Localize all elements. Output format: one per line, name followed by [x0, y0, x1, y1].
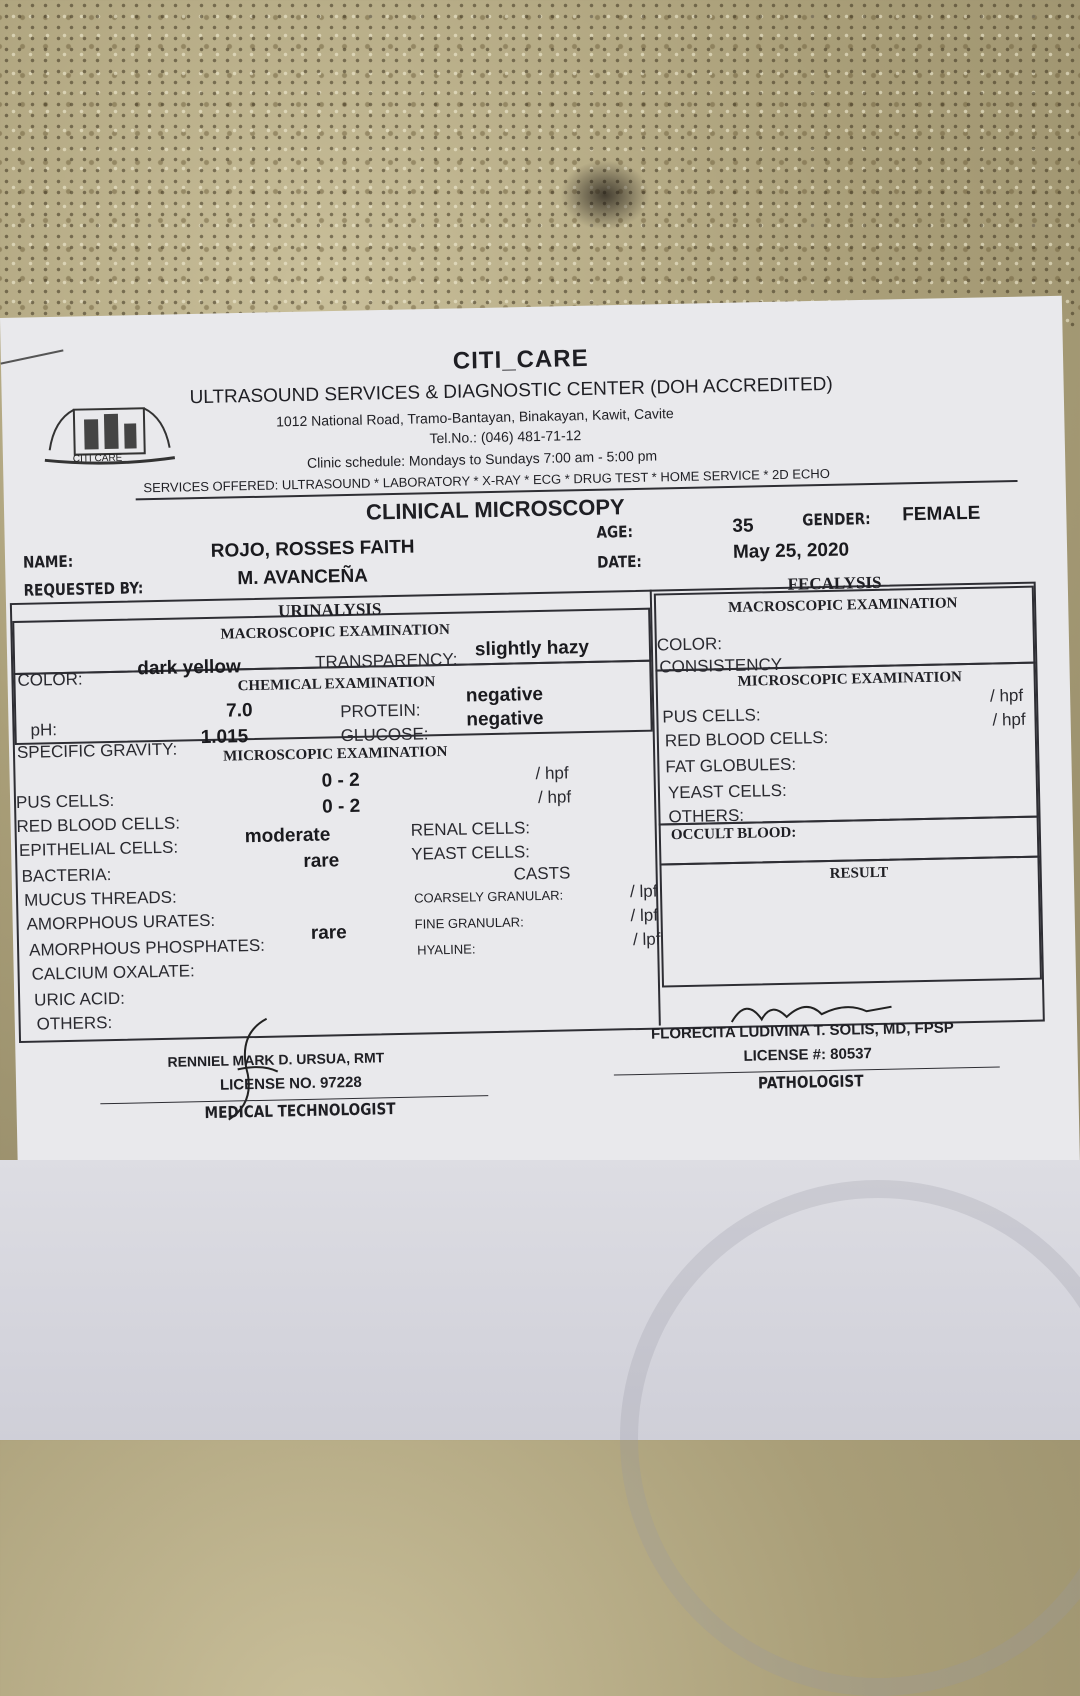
requested-by: M. AVANCEÑA	[237, 565, 369, 590]
name-label: NAME:	[22, 551, 74, 572]
uric-acid-label: URIC ACID:	[33, 988, 126, 1010]
medtech-name: RENNIEL MARK D. URSUA, RMT	[167, 1049, 385, 1070]
clinic-schedule: Clinic schedule: Mondays to Sundays 7:00 am - 5:00 pm	[306, 447, 658, 471]
casts-label: CASTS	[513, 863, 571, 884]
rbc-value: 0 - 2	[321, 795, 361, 818]
fecal-consistency-label: CONSISTENCY	[659, 654, 783, 677]
glucose-label: GLUCOSE:	[340, 724, 429, 746]
transparency-value: slightly hazy	[474, 636, 590, 661]
coarsely-granular-label: COARSELY GRANULAR:	[413, 887, 564, 906]
bacteria-value: rare	[303, 850, 340, 872]
pus-cells-unit: / hpf	[535, 763, 569, 784]
renal-cells-label: RENAL CELLS:	[410, 818, 531, 840]
brand-name: CITI_CARE	[452, 344, 589, 375]
urinalysis-chem-box	[13, 660, 652, 745]
rbc-unit: / hpf	[537, 787, 572, 808]
pathologist-title: PATHOLOGIST	[757, 1071, 864, 1093]
medtech-license: LICENSE NO. 97228	[219, 1073, 362, 1094]
fine-granular-label: FINE GRANULAR:	[414, 914, 524, 932]
amorphous-phosphates-value: rare	[310, 922, 347, 944]
amorphous-phosphates-label: AMORPHOUS PHOSPHATES:	[28, 935, 266, 960]
coarse-unit: / lpf	[629, 881, 658, 902]
urinalysis-title: URINALYSIS	[277, 599, 382, 621]
rbc-label: RED BLOOD CELLS:	[16, 813, 181, 836]
fecal-macro-title: MACROSCOPIC EXAMINATION	[727, 595, 958, 617]
patient-name: ROJO, ROSSES FAITH	[210, 536, 415, 562]
pus-cells-value: 0 - 2	[321, 769, 360, 792]
fat-globules-label: FAT GLOBULES:	[665, 754, 797, 777]
center-name: ULTRASOUND SERVICES & DIAGNOSTIC CENTER (DOH ACCREDITED)	[189, 373, 833, 409]
medtech-title: MEDICAL TECHNOLOGIST	[204, 1099, 396, 1123]
fecal-color-label: COLOR:	[656, 634, 723, 655]
protein-value: negative	[465, 683, 544, 707]
svg-text:CITI CARE: CITI CARE	[72, 452, 123, 465]
fecalysis-title: FECALYSIS	[787, 572, 882, 594]
bacteria-label: BACTERIA:	[21, 865, 112, 886]
urine-others-label: OTHERS:	[36, 1013, 113, 1034]
clinic-logo-icon	[33, 387, 185, 470]
services-offered: SERVICES OFFERED: ULTRASOUND * LABORATORY * X-RAY * ECG * DRUG TEST * HOME SERVICE * 2D ECHO	[143, 465, 831, 496]
epithelial-value: moderate	[244, 824, 331, 848]
color-value: dark yellow	[137, 656, 241, 680]
date-value: May 25, 2020	[732, 539, 850, 563]
pathologist-license: LICENSE #: 80537	[743, 1045, 873, 1065]
chemical-title: CHEMICAL EXAMINATION	[237, 674, 436, 695]
yeast-cells-label: YEAST CELLS:	[411, 842, 531, 864]
amorphous-urates-label: AMORPHOUS URATES:	[26, 910, 216, 934]
occult-blood-label: OCCULT BLOOD:	[670, 824, 797, 844]
pathologist-name: FLORECITA LUDIVINA T. SOLIS, MD, FPSP	[650, 1019, 954, 1043]
result-label: RESULT	[829, 864, 889, 882]
color-label: COLOR:	[17, 669, 83, 690]
specific-gravity-value: 1.015	[200, 726, 249, 749]
fecal-others-label: OTHERS:	[668, 805, 745, 827]
date-label: DATE:	[596, 551, 643, 572]
glucose-value: negative	[466, 707, 544, 731]
hyaline-label: HYALINE:	[417, 941, 476, 958]
urine-micro-title: MICROSCOPIC EXAMINATION	[222, 743, 448, 765]
hyaline-unit: / lpf	[632, 929, 661, 950]
fecal-rbc-label: RED BLOOD CELLS:	[664, 727, 829, 751]
fecal-pus-label: PUS CELLS:	[662, 705, 761, 727]
age-value: 35	[732, 515, 754, 537]
urinalysis-macro-title: MACROSCOPIC EXAMINATION	[220, 621, 450, 643]
pus-cells-label: PUS CELLS:	[15, 790, 115, 812]
protein-label: PROTEIN:	[340, 700, 421, 722]
fecal-pus-unit: / hpf	[989, 685, 1024, 706]
ph-value: 7.0	[225, 700, 253, 722]
requested-by-label: REQUESTED BY:	[23, 578, 144, 600]
fecal-rbc-unit: / hpf	[992, 709, 1026, 730]
gender-value: FEMALE	[901, 502, 981, 526]
gender-label: GENDER:	[802, 509, 871, 530]
fecal-micro-title: MICROSCOPIC EXAMINATION	[737, 669, 963, 690]
address: 1012 National Road, Tramo-Bantayan, Binakayan, Kawit, Cavite	[275, 405, 674, 430]
age-label: AGE:	[596, 522, 634, 542]
ph-label: pH:	[30, 720, 58, 740]
transparency-label: TRANSPARENCY:	[314, 649, 458, 672]
telephone: Tel.No.: (046) 481-71-12	[429, 427, 582, 447]
epithelial-label: EPITHELIAL CELLS:	[18, 837, 179, 860]
form-title: CLINICAL MICROSCOPY	[365, 494, 625, 525]
calcium-oxalate-label: CALCIUM OXALATE:	[31, 961, 195, 984]
specific-gravity-label: SPECIFIC GRAVITY:	[16, 739, 178, 762]
fine-unit: / lpf	[630, 905, 659, 926]
mucus-threads-label: MUCUS THREADS:	[23, 887, 177, 910]
fecal-yeast-label: YEAST CELLS:	[667, 780, 787, 803]
